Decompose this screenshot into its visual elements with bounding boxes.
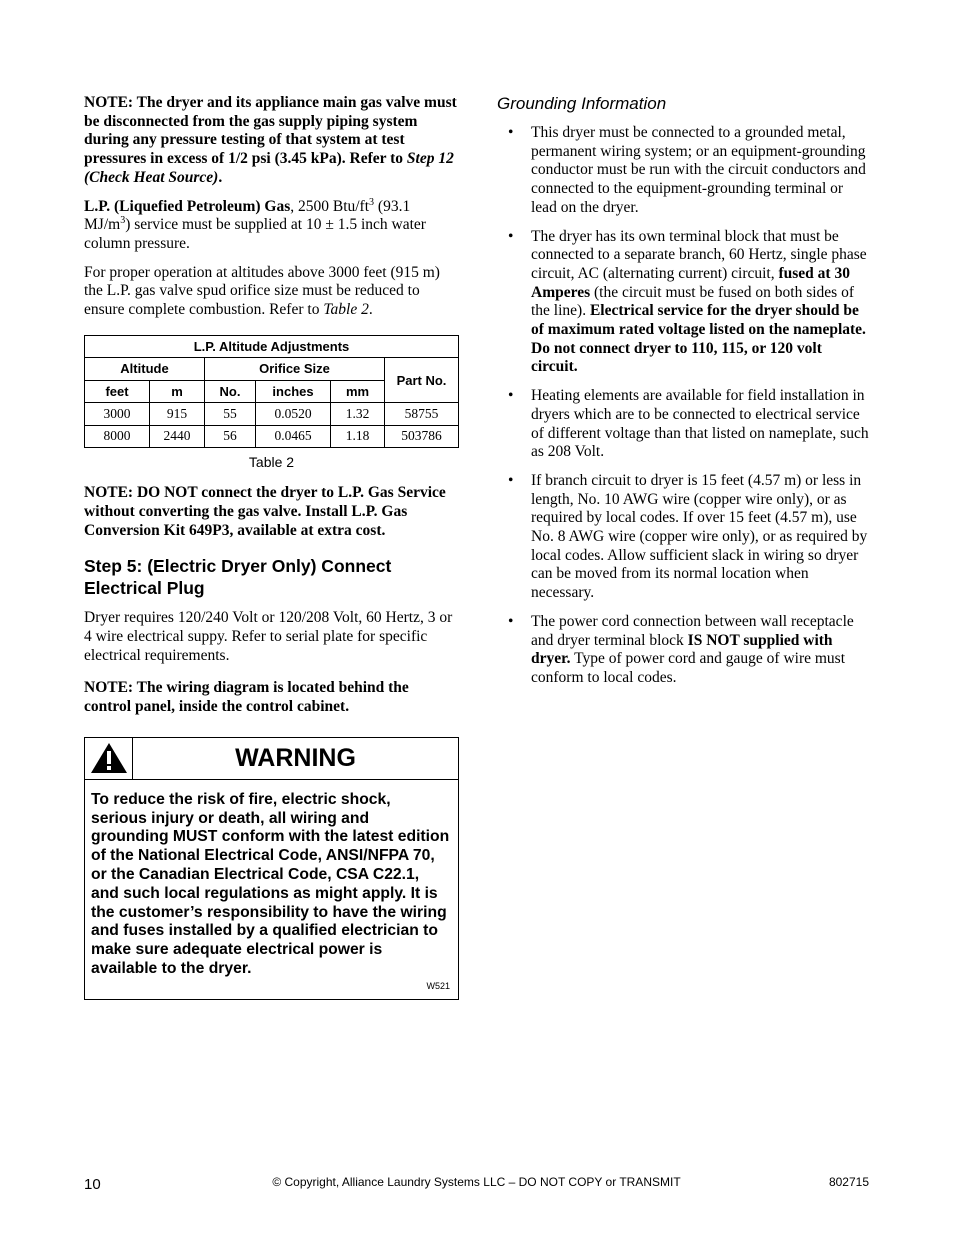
table-title: L.P. Altitude Adjustments [85,335,459,358]
list-item: • Heating elements are available for field installation in dryers which are to be connected to electrical service of different voltage than that listed on nameplate, such as 208 Volt. [508,387,869,461]
table-cell: 0.0465 [256,425,331,448]
list-item: • The dryer has its own terminal block that must be connected to a separate branch, 60 Hertz, single phase circuit, AC (alternating current) circuit, fused at 30 Amperes (the circuit must be fused on both sides of the line). Electrical service for the dryer should be of maximum rated voltage listed on the nameplate. Do not connect dryer to 110, 115, or 120 volt circuit. [508,227,867,376]
document-number: 802715 [828,1175,869,1189]
page-number: 10 [84,1176,101,1193]
list-item: • This dryer must be connected to a grounded metal, permanent wiring system; or an equipment-grounding conductor must be run with the circuit conductors and connected to the equipment-grounding terminal or lead on the dryer. [508,124,866,216]
right-column [497,94,869,698]
bullet-icon: • [508,471,514,489]
warning-title: WARNING [235,743,356,772]
page-footer [84,1173,869,1193]
table-cell: 3000 [85,403,150,426]
header-mm: mm [331,380,385,403]
table-cell: 8000 [85,425,150,448]
table2-reference: Table 2 [323,301,369,319]
table-cell: 0.0520 [256,403,331,426]
warning-header [85,738,458,780]
table-row [85,403,459,426]
table-caption: Table 2 [248,454,295,471]
note-lp-conversion: NOTE: DO NOT connect the dryer to L.P. Gas Service without converting the gas valve. Install L.P. Gas Conversion Kit 649P3, available at extra cost. [84,484,446,539]
grounding-heading: Grounding Information [497,94,667,113]
note-gas-valve-text: NOTE: The dryer and its appliance main gas valve must be disconnected from the gas supply piping system during any pressure testing of that system at test pressures in excess of 1/2 psi (3.45 kPa). Refer to [84,94,457,168]
table-cell: 1.18 [331,425,385,448]
warning-icon-cell [85,738,133,779]
table-cell: 56 [205,425,256,448]
step12-reference: Step 12 (Check Heat Source) [84,150,454,186]
table-cell: 2440 [150,425,205,448]
step5-text: Dryer requires 120/240 Volt or 120/208 Volt, 60 Hertz, 3 or 4 wire electrical suppy. Refer to serial plate for specific electrical requirements. [84,609,453,664]
part-no-header: Part No. [385,358,459,403]
left-column [84,94,459,1000]
step5-heading: Step 5: (Electric Dryer Only) Connect Electrical Plug [84,556,392,598]
bullet-icon: • [508,124,514,141]
warning-text: To reduce the risk of fire, electric shock, serious injury or death, all wiring and grounding MUST conform with the latest edition of the National Electrical Code, ANSI/NFPA 70, or the Canadian Electrical Code, CSA C22.1, and such local regulations as might apply. It is the customer’s responsibility to have the wiring and fuses installed by a qualified electrician to make sure adequate electrical power is available to the dryer. [91,790,450,978]
table-row [85,425,459,448]
warning-code: W521 [426,980,450,991]
copyright-notice: © Copyright, Alliance Laundry Systems LLC – DO NOT COPY or TRANSMIT [272,1175,681,1189]
bullet-icon: • [508,387,514,405]
lp-gas-paragraph: L.P. (Liquefied Petroleum) Gas, 2500 Btu/$ft^3$ (93.1 $MJ/m^3$) service must be supplied at 10 ± 1.5 inch water column pressure. [84,196,426,252]
grounding-list [497,124,869,688]
table-cell: 55 [205,403,256,426]
header-inches: inches [256,380,331,403]
lp-gas-label: L.P. (Liquefied Petroleum) Gas [84,197,291,215]
table-cell: 58755 [385,403,459,426]
altitude-paragraph: For proper operation at altitudes above 3000 feet (915 m) the L.P. gas valve spud orifice size must be reduced to ensure complete combustion. Refer to Table 2. [84,263,440,319]
warning-triangle-icon [90,742,128,774]
altitude-group-header: Altitude [85,358,205,381]
list-item: • If branch circuit to dryer is 15 feet (4.57 m) or less in length, No. 10 AWG wire (copper wire only), or as required by local codes. If over 15 feet (4.57 m), use No. 8 AWG wire (copper wire only), or as required by local codes. Allow sufficient slack in wiring so dryer can be moved from its normal location when necessary. [508,471,868,602]
note-gas-valve: NOTE: The dryer and its appliance main gas valve must be disconnected from the gas supply piping system during any pressure testing of that system at test pressures in excess of 1/2 psi (3.45 kPa). Refer to Step 12 (Check Heat Source). [84,94,457,186]
table-cell: 915 [150,403,205,426]
bullet-icon: • [508,227,514,245]
list-item: • The power cord connection between wall receptacle and dryer terminal block IS NOT supplied with dryer. Type of power cord and gauge of wire must conform to local codes. [508,612,854,686]
table-cell: 503786 [385,425,459,448]
header-m: m [150,380,205,403]
header-feet: feet [85,380,150,403]
header-no: No. [205,380,256,403]
bullet-icon: • [508,612,514,630]
note-wiring-diagram: NOTE: The wiring diagram is located behind the control panel, inside the control cabinet. [84,679,409,716]
orifice-group-header: Orifice Size [205,358,385,381]
warning-box [84,737,459,1000]
table-cell: 1.32 [331,403,385,426]
lp-altitude-table [84,335,459,449]
